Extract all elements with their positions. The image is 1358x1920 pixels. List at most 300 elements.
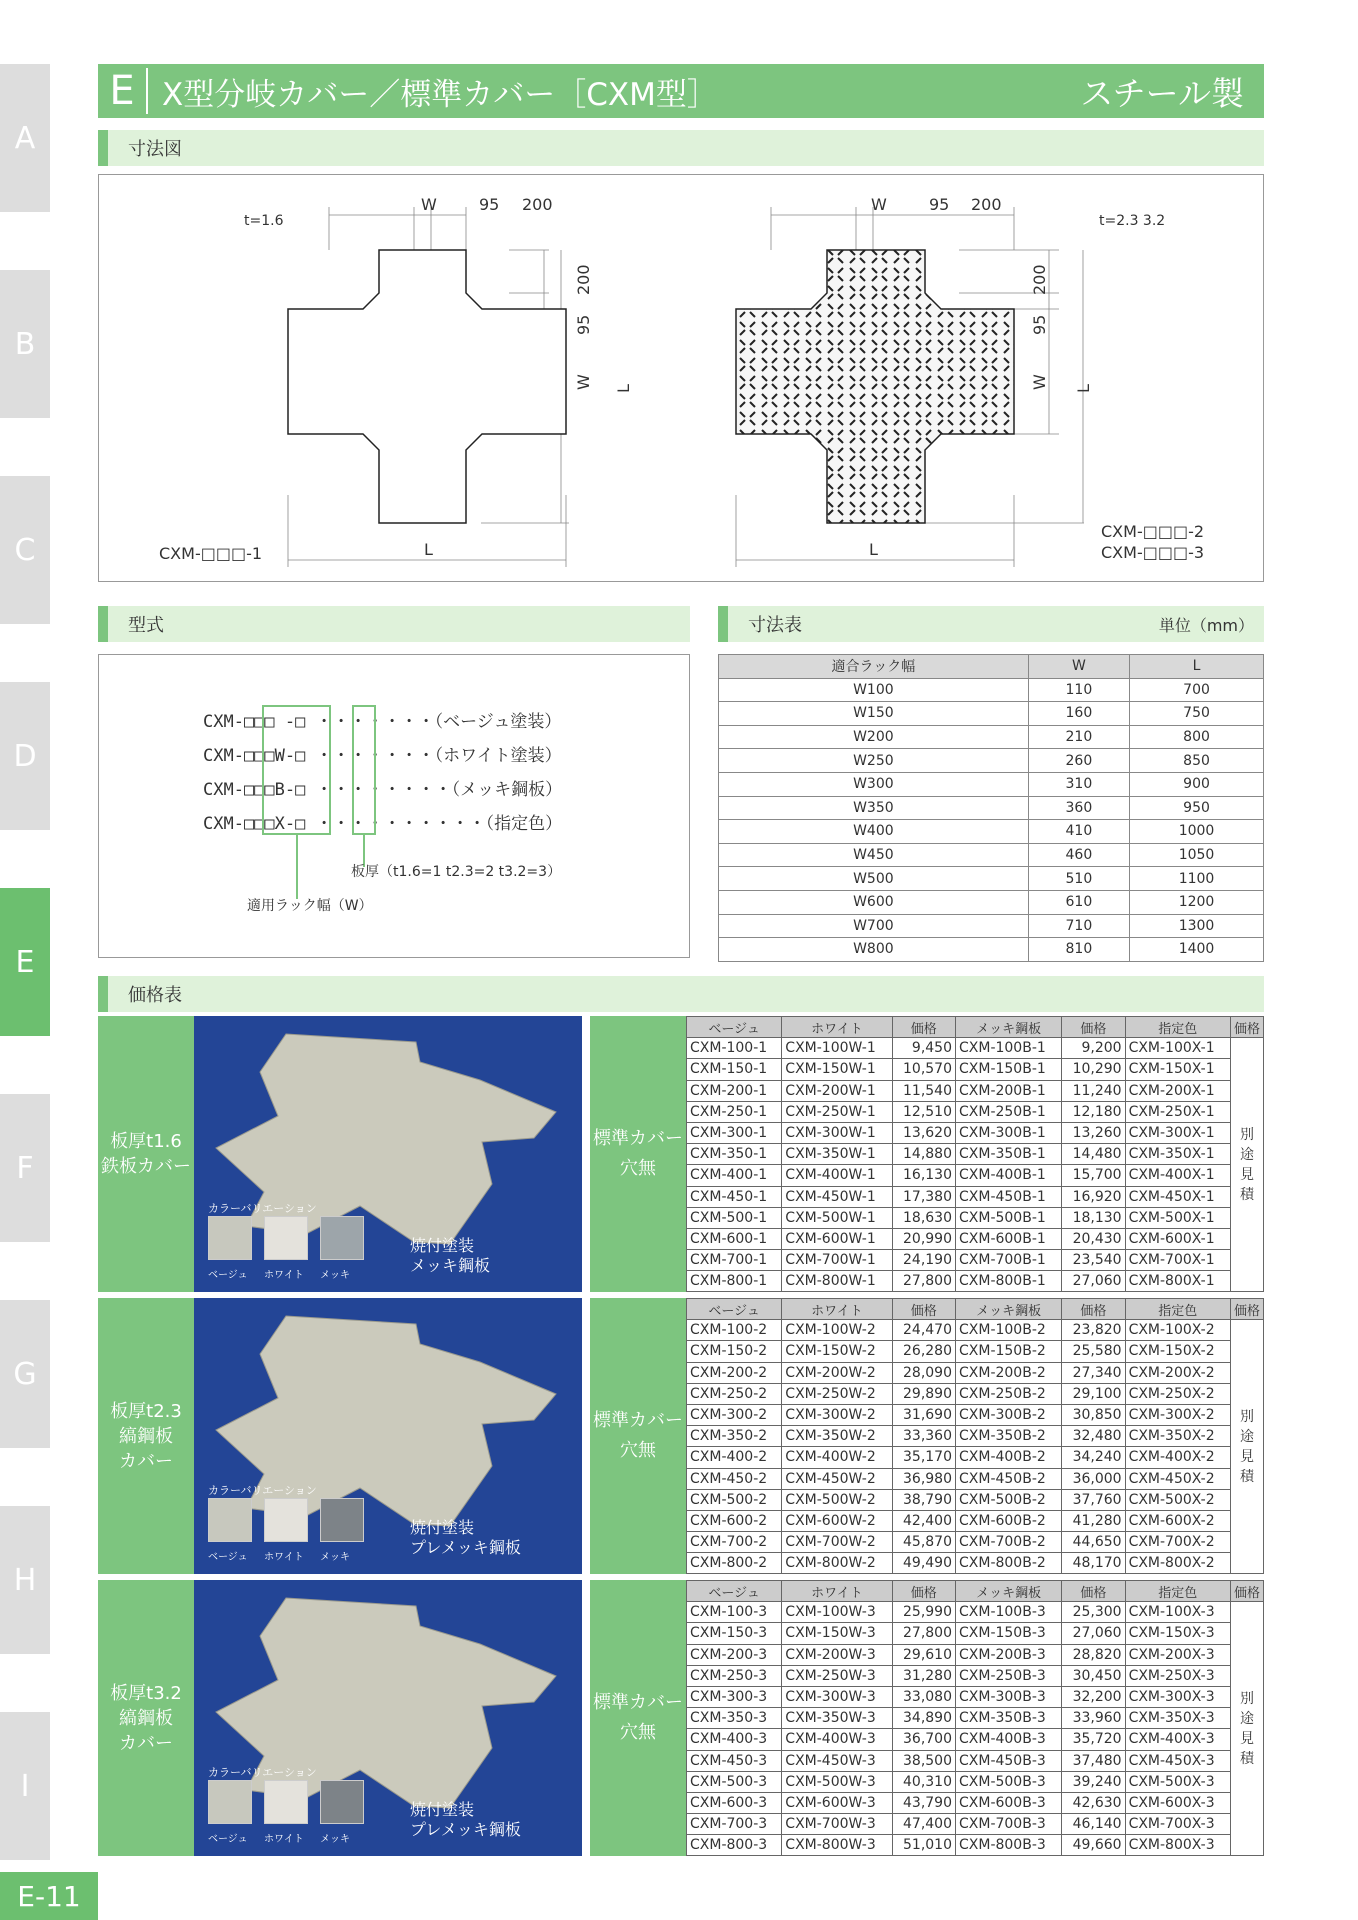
- price-table: [686, 1580, 1264, 1856]
- color-swatch-1: [264, 1498, 308, 1542]
- price-table-cell: 46,140: [1062, 1814, 1125, 1835]
- price-table-cell: CXM-400B-3: [956, 1729, 1062, 1750]
- price-table-cell: CXM-800-1: [687, 1271, 782, 1292]
- price-table-cell: CXM-250B-3: [956, 1665, 1062, 1686]
- swatch-label: ホワイト: [264, 1834, 304, 1845]
- price-table-row: [687, 1059, 1264, 1080]
- price-table-cell: 25,580: [1062, 1341, 1125, 1362]
- price-table-cell: 28,090: [892, 1362, 955, 1383]
- thickness-note: 板厚（t1.6=1 t2.3=2 t3.2=3）: [351, 864, 562, 880]
- price-table-cell: CXM-300W-1: [782, 1122, 892, 1143]
- price-table-header: ホワイト: [782, 1581, 892, 1602]
- price-table-row: [687, 1602, 1264, 1623]
- price-table-cell: CXM-100B-2: [956, 1320, 1062, 1341]
- price-table-cell: CXM-200X-2: [1125, 1362, 1230, 1383]
- price-table-header: 価格: [1062, 1017, 1125, 1038]
- price-table-cell: 32,480: [1062, 1426, 1125, 1447]
- price-table-cell: CXM-700B-2: [956, 1532, 1062, 1553]
- price-table-cell: CXM-600X-2: [1125, 1510, 1230, 1531]
- size-table-cell: 800: [1130, 725, 1264, 749]
- price-table-cell: 27,800: [892, 1623, 955, 1644]
- price-table-row: [687, 1708, 1264, 1729]
- price-table-cell: CXM-450W-1: [782, 1186, 892, 1207]
- price-table-cell: CXM-150B-2: [956, 1341, 1062, 1362]
- size-table-header: W: [1028, 655, 1129, 679]
- price-table-header: ベージュ: [687, 1017, 782, 1038]
- price-table-cell: 24,470: [892, 1320, 955, 1341]
- price-table-cell: CXM-350X-3: [1125, 1708, 1230, 1729]
- model-row-custom: CXM-□□□X-□ ・・・・・・・・・・（指定色）: [203, 814, 563, 834]
- color-variation-title: カラーバリエーション: [208, 1766, 317, 1779]
- price-table-cell: CXM-700B-1: [956, 1250, 1062, 1271]
- price-table-cell: CXM-200-1: [687, 1080, 782, 1101]
- dim-l-right: L: [869, 540, 878, 559]
- section-letter: E: [98, 68, 148, 114]
- price-block: [98, 1298, 1264, 1574]
- price-table-cell: CXM-400-3: [687, 1729, 782, 1750]
- price-table-row: [687, 1447, 1264, 1468]
- price-table-header: メッキ鋼板: [956, 1581, 1062, 1602]
- width-leader-line: [296, 835, 298, 899]
- price-table-cell: CXM-600B-1: [956, 1228, 1062, 1249]
- price-table-cell: CXM-700W-1: [782, 1250, 892, 1271]
- price-table-cell: CXM-100W-2: [782, 1320, 892, 1341]
- price-table-cell: CXM-400-1: [687, 1165, 782, 1186]
- color-swatch-1: [264, 1780, 308, 1824]
- price-table-cell: 24,190: [892, 1250, 955, 1271]
- side-tab-a[interactable]: A: [0, 64, 50, 212]
- size-table-cell: 610: [1028, 890, 1129, 914]
- price-table-row: [687, 1165, 1264, 1186]
- price-table-header-row: [687, 1017, 1264, 1038]
- price-table-cell: 23,540: [1062, 1250, 1125, 1271]
- price-table-cell: 29,100: [1062, 1383, 1125, 1404]
- price-table-row: [687, 1122, 1264, 1143]
- price-table-row: [687, 1468, 1264, 1489]
- price-table-cell: 9,200: [1062, 1038, 1125, 1059]
- dim-w-vertical-right: W: [1030, 374, 1049, 390]
- price-table-cell: CXM-500X-2: [1125, 1489, 1230, 1510]
- price-table-cell: CXM-300X-3: [1125, 1686, 1230, 1707]
- price-table-row: [687, 1341, 1264, 1362]
- price-table-cell: CXM-400W-2: [782, 1447, 892, 1468]
- price-table-cell: CXM-300-2: [687, 1404, 782, 1425]
- price-table-cell: CXM-300X-1: [1125, 1122, 1230, 1143]
- price-table-header: メッキ鋼板: [956, 1017, 1062, 1038]
- price-table-cell: CXM-250B-1: [956, 1101, 1062, 1122]
- price-table-cell: CXM-100-1: [687, 1038, 782, 1059]
- price-table-cell: CXM-700X-1: [1125, 1250, 1230, 1271]
- price-table-cell: CXM-200-2: [687, 1362, 782, 1383]
- price-table-cell: 40,310: [892, 1771, 955, 1792]
- price-table-row: [687, 1750, 1264, 1771]
- price-table-cell: 37,760: [1062, 1489, 1125, 1510]
- price-table-cell: CXM-250X-1: [1125, 1101, 1230, 1122]
- price-table-cell: 35,170: [892, 1447, 955, 1468]
- size-table-cell: 750: [1130, 702, 1264, 726]
- thickness-label: 板厚t3.2 縞鋼板 カバー: [98, 1580, 194, 1856]
- price-table-cell: CXM-450B-3: [956, 1750, 1062, 1771]
- swatch-label: メッキ: [320, 1552, 350, 1563]
- size-table-cell: 110: [1028, 678, 1129, 702]
- price-table-cell: CXM-350B-3: [956, 1708, 1062, 1729]
- price-table-cell: CXM-350W-2: [782, 1426, 892, 1447]
- product-photo: [194, 1580, 582, 1856]
- dim-200-left: 200: [522, 195, 553, 214]
- price-table-header-row: [687, 1299, 1264, 1320]
- size-table-cell: 310: [1028, 772, 1129, 796]
- color-swatch-0: [208, 1780, 252, 1824]
- color-swatch-2: [320, 1780, 364, 1824]
- price-table-cell: CXM-500W-3: [782, 1771, 892, 1792]
- price-table-cell: CXM-800B-3: [956, 1835, 1062, 1856]
- price-table-cell: CXM-600B-2: [956, 1510, 1062, 1531]
- price-table-row: [687, 1383, 1264, 1404]
- price-table-row: [687, 1686, 1264, 1707]
- price-table-cell: 51,010: [892, 1835, 955, 1856]
- price-table-cell: CXM-200X-3: [1125, 1644, 1230, 1665]
- price-table-cell: CXM-700X-2: [1125, 1532, 1230, 1553]
- price-table-cell: 33,960: [1062, 1708, 1125, 1729]
- price-table-cell: CXM-600-2: [687, 1510, 782, 1531]
- price-table: [686, 1016, 1264, 1292]
- swatch-label: メッキ: [320, 1270, 350, 1281]
- size-table-cell: 1400: [1130, 938, 1264, 962]
- finish-label: 焼付塗装 プレメッキ鋼板: [410, 1800, 521, 1839]
- price-table-header: ホワイト: [782, 1017, 892, 1038]
- size-table-row: [719, 914, 1264, 938]
- price-table-cell: 27,340: [1062, 1362, 1125, 1383]
- price-table-row: [687, 1532, 1264, 1553]
- price-table-header: 価格: [1062, 1299, 1125, 1320]
- size-table-unit: 単位（mm）: [1158, 615, 1254, 635]
- price-table-cell: CXM-300B-1: [956, 1122, 1062, 1143]
- swatch-label: ホワイト: [264, 1270, 304, 1281]
- price-table-header: 価格: [1230, 1017, 1263, 1038]
- material-label: スチール製: [1080, 73, 1244, 113]
- side-tab-b[interactable]: B: [0, 270, 50, 418]
- price-table-cell: 13,620: [892, 1122, 955, 1143]
- price-table: [686, 1298, 1264, 1574]
- dim-95-right: 95: [929, 195, 950, 214]
- price-table-cell: CXM-100X-1: [1125, 1038, 1230, 1059]
- price-table-cell: CXM-200-3: [687, 1644, 782, 1665]
- thickness-label: 板厚t2.3 縞鋼板 カバー: [98, 1298, 194, 1574]
- price-table-header: 価格: [1230, 1299, 1263, 1320]
- price-table-cell: 16,920: [1062, 1186, 1125, 1207]
- swatch-label: メッキ: [320, 1834, 350, 1845]
- price-table-cell: CXM-700W-2: [782, 1532, 892, 1553]
- price-table-cell: 10,290: [1062, 1059, 1125, 1080]
- price-table-cell: 42,630: [1062, 1792, 1125, 1813]
- dims-section-heading: [98, 130, 1264, 166]
- price-table-cell: CXM-800W-1: [782, 1271, 892, 1292]
- price-table-cell: 36,700: [892, 1729, 955, 1750]
- size-table-cell: 810: [1028, 938, 1129, 962]
- price-table-cell: CXM-800-2: [687, 1553, 782, 1574]
- price-table-cell: CXM-600W-3: [782, 1792, 892, 1813]
- size-table-cell: 210: [1028, 725, 1129, 749]
- dim-l-left: L: [424, 540, 433, 559]
- price-table-cell: CXM-450W-3: [782, 1750, 892, 1771]
- side-tab-e[interactable]: E: [0, 888, 50, 1036]
- size-table-cell: 1100: [1130, 867, 1264, 891]
- page-title: X型分岐カバー／標準カバー［CXM型］: [162, 76, 718, 113]
- price-table-cell: CXM-800W-2: [782, 1553, 892, 1574]
- size-table-cell: 1200: [1130, 890, 1264, 914]
- price-table-cell: 35,720: [1062, 1729, 1125, 1750]
- price-table-cell: CXM-450X-2: [1125, 1468, 1230, 1489]
- dim-w-left: W: [421, 195, 437, 214]
- price-table-cell: 44,650: [1062, 1532, 1125, 1553]
- price-table-cell: 38,500: [892, 1750, 955, 1771]
- price-table-cell: CXM-150B-1: [956, 1059, 1062, 1080]
- cover-illustration: [194, 1298, 582, 1574]
- size-table-cell: 850: [1130, 749, 1264, 773]
- dim-w-right: W: [871, 195, 887, 214]
- price-table-cell: 29,890: [892, 1383, 955, 1404]
- size-table-cell: W400: [719, 820, 1029, 844]
- code-label-right-2: CXM-□□□-2: [1101, 522, 1205, 541]
- price-table-cell: CXM-100X-2: [1125, 1320, 1230, 1341]
- side-tab-i[interactable]: I: [0, 1712, 50, 1860]
- size-table-row: [719, 796, 1264, 820]
- price-table-header: 価格: [1062, 1581, 1125, 1602]
- price-table-cell: CXM-350-3: [687, 1708, 782, 1729]
- price-table-cell: CXM-200W-1: [782, 1080, 892, 1101]
- price-table-cell: CXM-800X-1: [1125, 1271, 1230, 1292]
- dim-200-vertical-left: 200: [574, 264, 593, 295]
- price-note: 別 途 見 積: [1230, 1038, 1263, 1292]
- price-table-cell: 10,570: [892, 1059, 955, 1080]
- price-table-cell: CXM-100W-3: [782, 1602, 892, 1623]
- dim-95-vertical-left: 95: [574, 314, 593, 335]
- price-table-cell: CXM-350X-1: [1125, 1144, 1230, 1165]
- price-table-row: [687, 1426, 1264, 1447]
- color-swatch-0: [208, 1216, 252, 1260]
- dim-95-left: 95: [479, 195, 500, 214]
- price-table-cell: 25,300: [1062, 1602, 1125, 1623]
- price-table-cell: CXM-500W-2: [782, 1489, 892, 1510]
- price-table-cell: CXM-100B-3: [956, 1602, 1062, 1623]
- price-table-cell: CXM-450-1: [687, 1186, 782, 1207]
- price-table-cell: 34,890: [892, 1708, 955, 1729]
- price-table-cell: 39,240: [1062, 1771, 1125, 1792]
- price-table-row: [687, 1553, 1264, 1574]
- price-table-cell: 11,540: [892, 1080, 955, 1101]
- model-section-title: 型式: [128, 615, 164, 636]
- price-table-cell: CXM-250W-2: [782, 1383, 892, 1404]
- price-table-cell: CXM-400B-2: [956, 1447, 1062, 1468]
- side-tab-h[interactable]: H: [0, 1506, 50, 1654]
- price-table-cell: CXM-450B-1: [956, 1186, 1062, 1207]
- size-table-cell: 1050: [1130, 843, 1264, 867]
- color-swatch-1: [264, 1216, 308, 1260]
- size-table-row: [719, 938, 1264, 962]
- price-table-cell: 27,060: [1062, 1271, 1125, 1292]
- price-table-cell: CXM-350W-3: [782, 1708, 892, 1729]
- price-table-cell: CXM-700X-3: [1125, 1814, 1230, 1835]
- size-table-cell: W350: [719, 796, 1029, 820]
- price-table-cell: 43,790: [892, 1792, 955, 1813]
- price-table-cell: CXM-150X-1: [1125, 1059, 1230, 1080]
- price-table-cell: CXM-400X-3: [1125, 1729, 1230, 1750]
- price-table-cell: CXM-500B-1: [956, 1207, 1062, 1228]
- size-table-cell: 1000: [1130, 820, 1264, 844]
- price-table-cell: 45,870: [892, 1532, 955, 1553]
- price-table-cell: CXM-150B-3: [956, 1623, 1062, 1644]
- size-table-row: [719, 820, 1264, 844]
- price-table-cell: CXM-700W-3: [782, 1814, 892, 1835]
- dimension-drawing: [99, 175, 1265, 583]
- dim-l-vertical-left: L: [614, 384, 633, 393]
- size-table-cell: 260: [1028, 749, 1129, 773]
- price-table-header-row: [687, 1581, 1264, 1602]
- price-block: [98, 1580, 1264, 1856]
- width-note: 適用ラック幅（W）: [247, 898, 373, 914]
- color-swatch-2: [320, 1216, 364, 1260]
- price-table-cell: 27,060: [1062, 1623, 1125, 1644]
- side-tab-g[interactable]: G: [0, 1300, 50, 1448]
- price-table-cell: CXM-200W-3: [782, 1644, 892, 1665]
- price-table-cell: 12,510: [892, 1101, 955, 1122]
- product-photo: [194, 1298, 582, 1574]
- price-table-cell: CXM-150W-1: [782, 1059, 892, 1080]
- price-table-cell: CXM-250X-2: [1125, 1383, 1230, 1404]
- price-table-row: [687, 1510, 1264, 1531]
- size-table-row: [719, 843, 1264, 867]
- price-table-cell: 41,280: [1062, 1510, 1125, 1531]
- price-table-cell: 23,820: [1062, 1320, 1125, 1341]
- price-table-cell: CXM-400-2: [687, 1447, 782, 1468]
- price-table-cell: 33,360: [892, 1426, 955, 1447]
- price-table-cell: CXM-500X-1: [1125, 1207, 1230, 1228]
- size-table-row: [719, 867, 1264, 891]
- size-table-row: [719, 749, 1264, 773]
- price-table-cell: 32,200: [1062, 1686, 1125, 1707]
- price-note: 別 途 見 積: [1230, 1320, 1263, 1574]
- price-table-cell: CXM-400W-1: [782, 1165, 892, 1186]
- price-table-cell: 30,450: [1062, 1665, 1125, 1686]
- price-table-cell: 25,990: [892, 1602, 955, 1623]
- code-label-left: CXM-□□□-1: [159, 544, 263, 563]
- price-table-cell: CXM-250W-1: [782, 1101, 892, 1122]
- size-table-row: [719, 890, 1264, 914]
- price-table-row: [687, 1038, 1264, 1059]
- price-table-row: [687, 1144, 1264, 1165]
- price-table-cell: 28,820: [1062, 1644, 1125, 1665]
- product-photo: [194, 1016, 582, 1292]
- price-table-cell: 20,990: [892, 1228, 955, 1249]
- size-table-row: [719, 772, 1264, 796]
- price-table-cell: 30,850: [1062, 1404, 1125, 1425]
- price-table-cell: 31,690: [892, 1404, 955, 1425]
- price-table-cell: 27,800: [892, 1271, 955, 1292]
- size-table-cell: 160: [1028, 702, 1129, 726]
- price-table-cell: CXM-450X-1: [1125, 1186, 1230, 1207]
- price-table-cell: CXM-200W-2: [782, 1362, 892, 1383]
- swatch-label: ベージュ: [208, 1270, 248, 1281]
- price-table-header: 価格: [1230, 1581, 1263, 1602]
- color-swatch-0: [208, 1498, 252, 1542]
- size-table-cell: W250: [719, 749, 1029, 773]
- price-table-cell: 18,130: [1062, 1207, 1125, 1228]
- price-table-cell: 29,610: [892, 1644, 955, 1665]
- dim-w-vertical-left: W: [574, 374, 593, 390]
- finish-label: 焼付塗装 メッキ鋼板: [410, 1236, 491, 1275]
- price-table-row: [687, 1186, 1264, 1207]
- price-table-cell: CXM-800B-2: [956, 1553, 1062, 1574]
- price-table-cell: CXM-250B-2: [956, 1383, 1062, 1404]
- price-table-cell: CXM-150W-3: [782, 1623, 892, 1644]
- size-table-cell: 410: [1028, 820, 1129, 844]
- size-table-heading: [718, 606, 1264, 642]
- price-table-cell: CXM-600B-3: [956, 1792, 1062, 1813]
- price-table-cell: 11,240: [1062, 1080, 1125, 1101]
- price-table-row: [687, 1729, 1264, 1750]
- size-table-cell: 710: [1028, 914, 1129, 938]
- cover-illustration: [194, 1016, 582, 1292]
- model-row-plated: CXM-□□□B-□ ・・・・・・・・（メッキ鋼板）: [203, 780, 563, 800]
- finish-label: 焼付塗装 プレメッキ鋼板: [410, 1518, 521, 1557]
- price-table-cell: 14,880: [892, 1144, 955, 1165]
- price-table-cell: CXM-300-1: [687, 1122, 782, 1143]
- size-table-cell: W300: [719, 772, 1029, 796]
- price-table-cell: CXM-250-3: [687, 1665, 782, 1686]
- price-table-cell: 12,180: [1062, 1101, 1125, 1122]
- price-table-cell: CXM-300B-2: [956, 1404, 1062, 1425]
- model-number-box: [98, 654, 690, 958]
- price-table-cell: CXM-500W-1: [782, 1207, 892, 1228]
- side-tab-c[interactable]: C: [0, 476, 50, 624]
- price-note: 別 途 見 積: [1230, 1602, 1263, 1856]
- price-table-cell: 34,240: [1062, 1447, 1125, 1468]
- price-table-row: [687, 1771, 1264, 1792]
- price-table-row: [687, 1207, 1264, 1228]
- price-table-cell: CXM-100W-1: [782, 1038, 892, 1059]
- size-table-cell: 510: [1028, 867, 1129, 891]
- side-tab-d[interactable]: D: [0, 682, 50, 830]
- size-table-cell: 900: [1130, 772, 1264, 796]
- size-table-cell: W700: [719, 914, 1029, 938]
- page-number: E-11: [0, 1872, 98, 1920]
- size-table-row: [719, 725, 1264, 749]
- cover-type-label: 標準カバー 穴無: [590, 1016, 686, 1292]
- price-table-cell: 49,490: [892, 1553, 955, 1574]
- price-table-cell: CXM-250-2: [687, 1383, 782, 1404]
- price-table-row: [687, 1080, 1264, 1101]
- price-table-cell: CXM-600-3: [687, 1792, 782, 1813]
- price-table-cell: CXM-600X-1: [1125, 1228, 1230, 1249]
- price-table-cell: CXM-700-1: [687, 1250, 782, 1271]
- price-table-cell: 31,280: [892, 1665, 955, 1686]
- cover-illustration: [194, 1580, 582, 1856]
- thickness-label-right: t=2.3 3.2: [1099, 213, 1166, 229]
- price-table-row: [687, 1228, 1264, 1249]
- side-tab-f[interactable]: F: [0, 1094, 50, 1242]
- price-table-cell: CXM-150W-2: [782, 1341, 892, 1362]
- price-table-cell: 14,480: [1062, 1144, 1125, 1165]
- price-table-row: [687, 1623, 1264, 1644]
- price-table-cell: CXM-350B-1: [956, 1144, 1062, 1165]
- price-section-title: 価格表: [128, 985, 182, 1006]
- price-table-cell: CXM-450X-3: [1125, 1750, 1230, 1771]
- price-table-cell: CXM-600W-2: [782, 1510, 892, 1531]
- price-table-cell: CXM-200B-2: [956, 1362, 1062, 1383]
- size-table-header: 適合ラック幅: [719, 655, 1029, 679]
- price-table-row: [687, 1665, 1264, 1686]
- thickness-label-left: t=1.6: [244, 213, 284, 229]
